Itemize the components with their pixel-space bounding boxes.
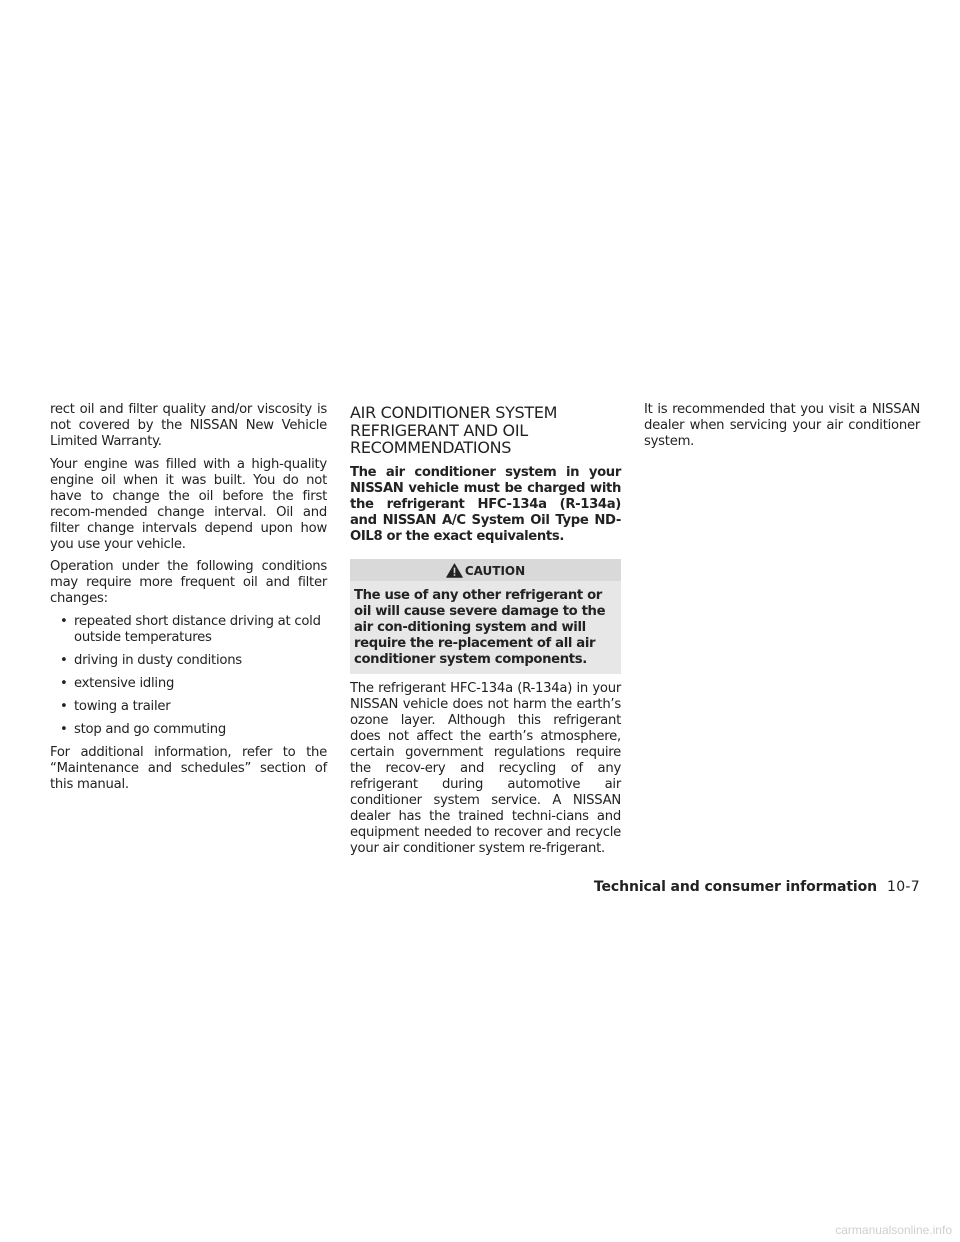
paragraph-engine-oil: Your engine was filled with a high-quality engine oil when it was built. You do not have to change the oil before the first recom-mended change interval. Oil and filter change intervals depend upon how you use your vehicle. <box>50 456 327 552</box>
paragraph-conditions: Operation under the following conditions may require more frequent oil and filter changes: <box>50 559 327 606</box>
bullet-symbol: • <box>60 721 68 737</box>
list-item <box>50 676 327 692</box>
list-item-text: stop and go commuting <box>74 721 226 737</box>
page-number: 10-7 <box>887 879 920 895</box>
list-item-text: towing a trailer <box>74 698 171 714</box>
caution-header <box>350 559 621 581</box>
bullet-symbol: • <box>60 652 68 668</box>
section-heading: AIR CONDITIONER SYSTEM REFRIGERANT AND OIL RECOMMENDATIONS <box>350 403 558 457</box>
caution-box <box>350 559 621 674</box>
list-item-text: extensive idling <box>74 675 175 691</box>
middle-column <box>350 402 621 863</box>
list-item <box>50 614 327 646</box>
paragraph-additional-info: For additional information, refer to the “Maintenance and schedules” section of this manual. <box>50 744 327 792</box>
footer-section-title: Technical and consumer information <box>593 879 878 895</box>
caution-body: The use of any other refrigerant or oil will cause severe damage to the air con-ditioning system and will require the re-placement of all air conditioner system components. <box>350 581 621 674</box>
right-column <box>644 402 920 457</box>
warning-triangle-icon <box>446 563 463 578</box>
list-item <box>50 699 327 715</box>
bullet-symbol: • <box>60 613 68 629</box>
paragraph-dealer-recommendation: It is recommended that you visit a NISSAN dealer when servicing your air conditioner system. <box>644 402 920 449</box>
paragraph-refrigerant-ozone: The refrigerant HFC-134a (R-134a) in your NISSAN vehicle does not harm the earth’s ozone layer. Although this refrigerant does not affect the earth’s atmosphere, certain government regulations require the recov-ery and recycling of any refrigerant during automotive air conditioner system service. A NISSAN dealer has the trained techni-cians and equipment needed to recover and recycle your air conditioner system re-frigerant. <box>350 680 621 856</box>
conditions-list <box>50 614 327 738</box>
list-item <box>50 722 327 738</box>
bullet-symbol: • <box>60 698 68 714</box>
caution-title: CAUTION <box>464 563 526 578</box>
page-footer <box>583 879 920 895</box>
watermark: carmanualsonline.info <box>835 1223 952 1237</box>
list-item-text: repeated short distance driving at cold outside temperatures <box>74 613 321 645</box>
bullet-symbol: • <box>60 675 68 691</box>
list-item <box>50 653 327 669</box>
paragraph-oil-warranty: rect oil and filter quality and/or viscosity is not covered by the NISSAN New Vehicle Limited Warranty. <box>50 402 327 449</box>
list-item-text: driving in dusty conditions <box>74 652 242 668</box>
left-column <box>50 402 327 799</box>
paragraph-refrigerant-requirement: The air conditioner system in your NISSAN vehicle must be charged with the refrigerant HFC-134a (R-134a) and NISSAN A/C System Oil Type ND-OIL8 or the exact equivalents. <box>350 464 621 544</box>
